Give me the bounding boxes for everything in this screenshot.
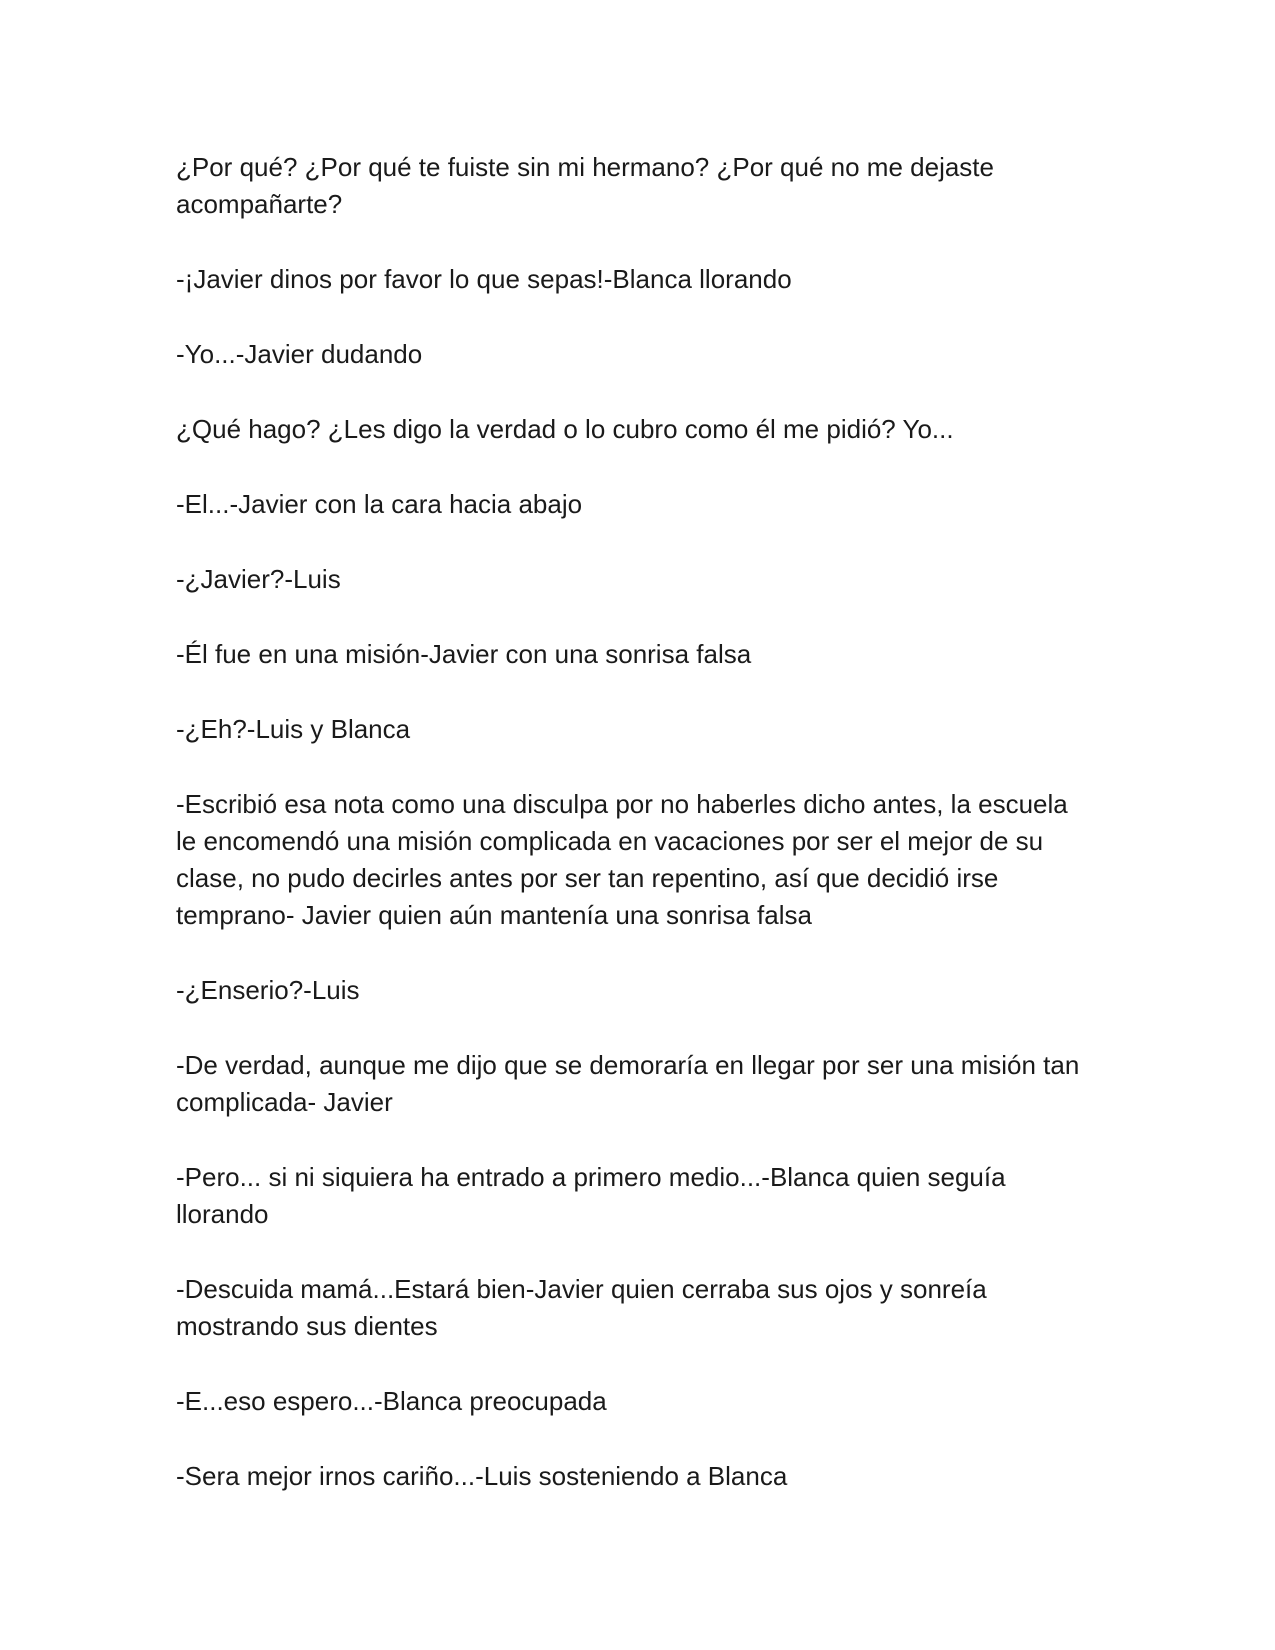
paragraph-1: ¿Por qué? ¿Por qué te fuiste sin mi hermano? ¿Por qué no me dejaste acompañarte? [176,152,994,219]
paragraph-12: -Pero... si ni siquiera ha entrado a primero medio...-Blanca quien seguía llorando [176,1162,1006,1229]
paragraph-2: -¡Javier dinos por favor lo que sepas!-Blanca llorando [176,264,792,294]
paragraph-3: -Yo...-Javier dudando [176,339,423,369]
paragraph-9: -Escribió esa nota como una disculpa por no haberles dicho antes, la escuela le encomendó una misión complicada en vacaciones por ser el mejor de su clase, no pudo decirles antes por ser tan repentino, así que decidió irse temprano- Javier quien aún mantenía una sonrisa falsa [176,789,1068,930]
paragraph-11: -De verdad, aunque me dijo que se demoraría en llegar por ser una misión tan complicada- Javier [176,1050,1080,1117]
paragraph-13: -Descuida mamá...Estará bien-Javier quien cerraba sus ojos y sonreía mostrando sus dientes [176,1274,987,1341]
paragraph-15: -Sera mejor irnos cariño...-Luis sosteniendo a Blanca [176,1461,788,1491]
paragraph-8: -¿Eh?-Luis y Blanca [176,714,411,744]
paragraph-10: -¿Enserio?-Luis [176,975,360,1005]
paragraph-14: -E...eso espero...-Blanca preocupada [176,1386,607,1416]
paragraph-6: -¿Javier?-Luis [176,564,341,594]
paragraph-4: ¿Qué hago? ¿Les digo la verdad o lo cubro como él me pidió? Yo... [176,414,954,444]
document-body [176,149,1086,1533]
paragraph-5: -El...-Javier con la cara hacia abajo [176,489,583,519]
paragraph-7: -Él fue en una misión-Javier con una sonrisa falsa [176,639,752,669]
